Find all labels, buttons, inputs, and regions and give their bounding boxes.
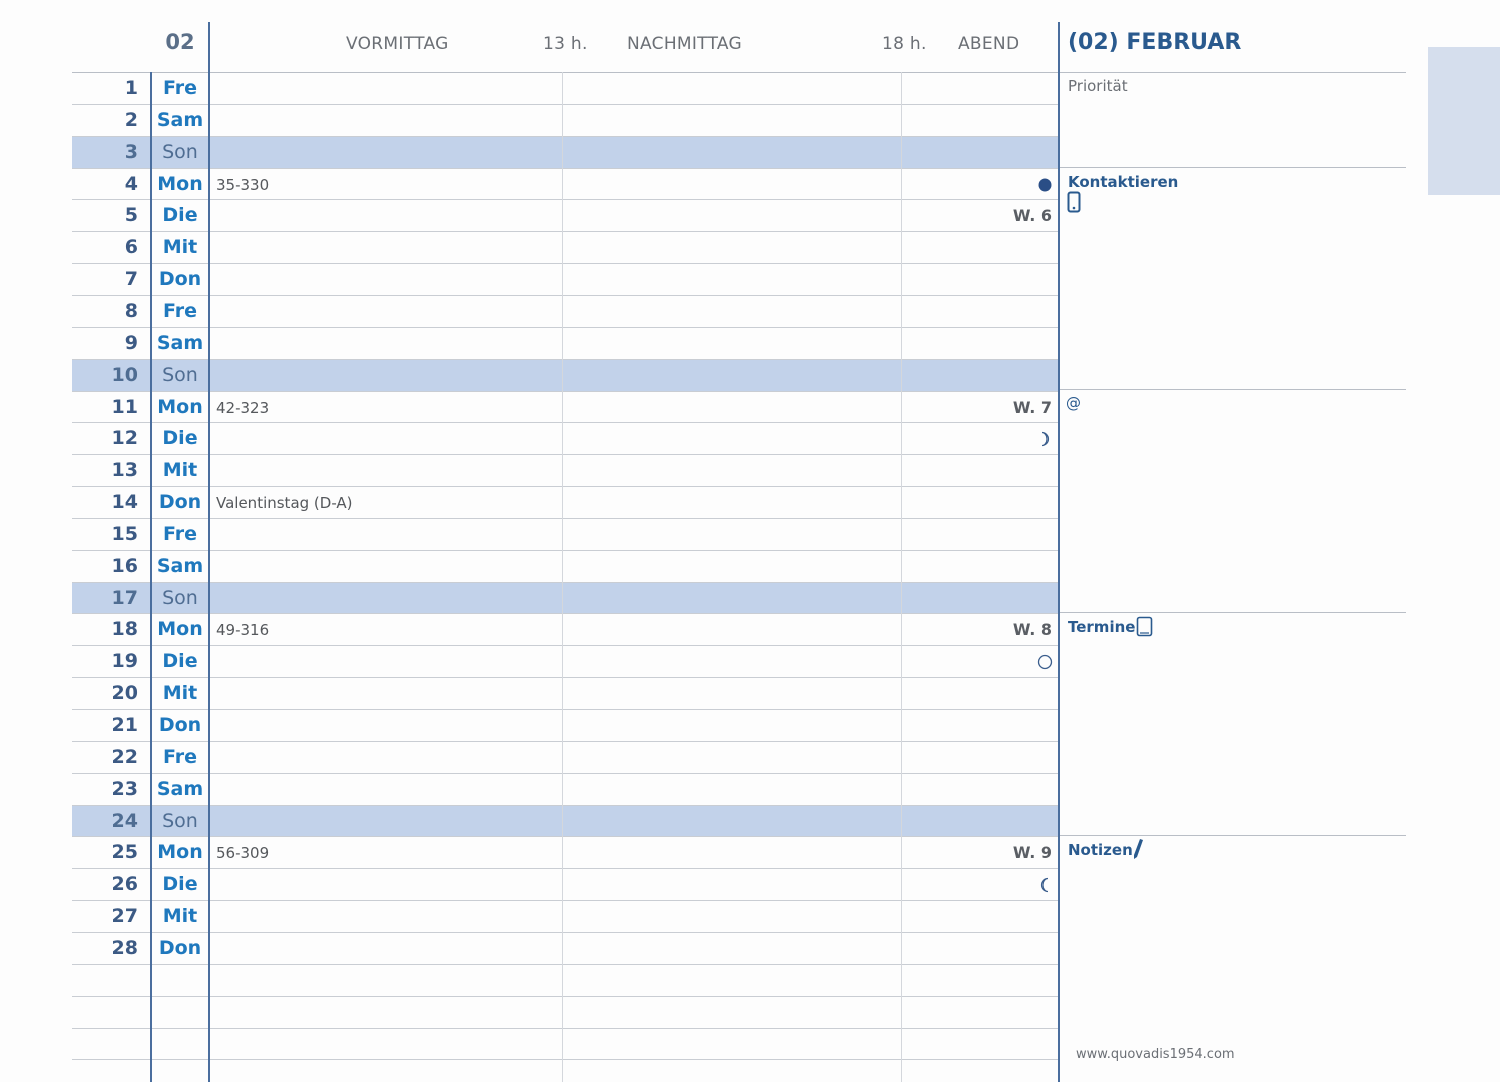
row-divider — [72, 454, 1060, 455]
priority-divider — [1060, 167, 1406, 168]
row-divider — [72, 199, 1060, 200]
notes-label: Notizen — [1068, 841, 1133, 859]
day-name: Fre — [162, 77, 198, 99]
row-divider — [72, 677, 1060, 678]
day-row[interactable] — [72, 933, 1060, 964]
day-number: 20 — [111, 682, 138, 705]
phone-icon — [1067, 191, 1081, 217]
header-afternoon: NACHMITTAG — [627, 34, 743, 54]
day-name: Fre — [162, 522, 198, 545]
priority-label: Priorität — [1068, 77, 1128, 95]
appointments-divider — [1060, 835, 1406, 836]
email-icon: @ — [1066, 394, 1081, 412]
day-row[interactable] — [72, 200, 1060, 231]
day-name: Sam — [156, 331, 204, 354]
day-number: 6 — [124, 236, 138, 259]
day-number: 22 — [111, 745, 138, 768]
day-row[interactable] — [72, 264, 1060, 295]
day-number: 24 — [111, 809, 138, 832]
day-row[interactable] — [72, 455, 1060, 486]
row-divider — [72, 773, 1060, 774]
day-number: 11 — [111, 395, 138, 418]
day-row[interactable] — [72, 774, 1060, 805]
day-number: 16 — [111, 554, 138, 577]
day-number: 8 — [124, 299, 138, 322]
day-note: 35-330 — [216, 175, 270, 194]
day-name: Son — [162, 809, 198, 832]
day-row[interactable] — [72, 73, 1060, 104]
day-name: Mon — [157, 841, 203, 864]
day-row[interactable] — [72, 296, 1060, 327]
day-name: Mit — [162, 682, 198, 705]
row-divider — [72, 168, 1060, 169]
day-name: Don — [158, 268, 202, 291]
day-name: Fre — [162, 299, 198, 322]
contacts-divider — [1060, 389, 1406, 390]
evening-divider — [901, 72, 902, 1082]
header-evening: ABEND — [958, 34, 1020, 54]
row-divider — [72, 645, 1060, 646]
day-name: Son — [162, 140, 198, 163]
row-divider — [72, 996, 1060, 997]
day-row[interactable] — [72, 232, 1060, 263]
row-divider — [72, 932, 1060, 933]
day-row[interactable] — [72, 519, 1060, 550]
daynum-divider — [150, 72, 152, 1082]
row-divider — [72, 295, 1060, 296]
row-divider — [72, 359, 1060, 360]
row-divider — [72, 1059, 1060, 1060]
day-name: Mon — [157, 172, 203, 195]
day-number: 10 — [111, 363, 138, 386]
day-name: Don — [158, 714, 202, 736]
contacts-label: Kontaktieren — [1068, 173, 1179, 191]
month-tab — [1428, 47, 1500, 195]
day-note: Valentinstag (D-A) — [216, 494, 353, 513]
day-number: 27 — [111, 905, 138, 928]
day-number: 7 — [124, 268, 138, 291]
day-name: Die — [162, 650, 198, 673]
day-row[interactable] — [72, 646, 1060, 677]
row-divider — [72, 136, 1060, 137]
day-number: 21 — [111, 714, 138, 736]
week-number: W. 9 — [1012, 843, 1052, 863]
day-name: Die — [162, 873, 198, 896]
new-moon-icon — [1036, 653, 1054, 675]
day-name: Don — [158, 491, 202, 514]
day-row[interactable] — [72, 806, 1060, 837]
appointments-label: Termine — [1068, 618, 1136, 636]
row-divider — [72, 868, 1060, 869]
week-number: W. 6 — [1012, 206, 1052, 226]
row-divider — [72, 327, 1060, 328]
day-number: 3 — [124, 140, 138, 163]
day-row[interactable] — [72, 360, 1060, 391]
row-divider — [72, 263, 1060, 264]
row-divider — [72, 391, 1060, 392]
day-name: Mit — [162, 905, 198, 928]
full-moon-icon — [1036, 176, 1054, 198]
day-name: Sam — [156, 554, 204, 577]
day-number: 26 — [111, 873, 138, 896]
pen-icon — [1131, 838, 1145, 864]
day-row[interactable] — [72, 137, 1060, 168]
day-row[interactable] — [72, 710, 1060, 741]
day-name: Sam — [156, 777, 204, 800]
row-divider — [72, 709, 1060, 710]
day-name: Die — [162, 427, 198, 450]
day-number: 2 — [124, 108, 138, 131]
waning-moon-icon — [1036, 430, 1054, 452]
dayname-divider — [208, 22, 210, 1082]
day-note: 49-316 — [216, 621, 270, 640]
row-divider — [72, 486, 1060, 487]
day-number: 15 — [111, 522, 138, 545]
header-evening-time: 18 h. — [882, 34, 927, 54]
week-number: W. 7 — [1012, 397, 1052, 417]
row-divider — [72, 741, 1060, 742]
day-number: 14 — [111, 491, 138, 514]
row-divider — [72, 836, 1060, 837]
row-divider — [72, 231, 1060, 232]
day-name: Mit — [162, 236, 198, 259]
row-divider — [72, 582, 1060, 583]
row-divider — [72, 104, 1060, 105]
day-row[interactable] — [72, 328, 1060, 359]
sidebar-divider — [1058, 22, 1060, 1082]
row-divider — [72, 518, 1060, 519]
day-name: Son — [162, 586, 198, 609]
header-noon-time: 13 h. — [543, 34, 588, 54]
day-number: 23 — [111, 777, 138, 800]
day-number: 13 — [111, 459, 138, 482]
day-number: 9 — [124, 331, 138, 354]
day-row[interactable] — [72, 742, 1060, 773]
day-number: 18 — [111, 618, 138, 641]
day-name: Mit — [162, 459, 198, 482]
noon-divider — [562, 72, 563, 1082]
row-divider — [72, 613, 1060, 614]
month-number: 02 — [165, 30, 195, 54]
row-divider — [72, 805, 1060, 806]
day-number: 4 — [124, 172, 138, 195]
day-name: Son — [162, 363, 198, 386]
day-row[interactable] — [72, 105, 1060, 136]
day-row[interactable] — [72, 678, 1060, 709]
day-row[interactable] — [72, 901, 1060, 932]
day-row[interactable] — [72, 423, 1060, 454]
day-name: Mon — [157, 618, 203, 641]
day-number: 28 — [111, 936, 138, 959]
day-row[interactable] — [72, 551, 1060, 582]
day-name: Fre — [162, 745, 198, 768]
day-name: Mon — [157, 395, 203, 418]
day-note: 56-309 — [216, 844, 270, 863]
tablet-icon — [1136, 616, 1154, 641]
day-number: 5 — [124, 204, 138, 227]
row-divider — [72, 550, 1060, 551]
row-divider — [72, 1028, 1060, 1029]
day-number: 19 — [111, 650, 138, 673]
day-number: 1 — [124, 77, 138, 99]
email-divider — [1060, 612, 1406, 613]
sidebar-top-line — [1060, 72, 1406, 73]
day-row[interactable] — [72, 583, 1060, 614]
month-title: (02) FEBRUAR — [1068, 30, 1242, 55]
day-name: Die — [162, 204, 198, 227]
header-morning: VORMITTAG — [346, 34, 449, 54]
row-divider — [72, 422, 1060, 423]
week-number: W. 8 — [1012, 620, 1052, 640]
website-url: www.quovadis1954.com — [1076, 1047, 1235, 1062]
day-name: Don — [158, 936, 202, 959]
day-number: 12 — [111, 427, 138, 450]
day-name: Sam — [156, 108, 204, 131]
row-divider — [72, 900, 1060, 901]
day-note: 42-323 — [216, 398, 270, 417]
day-number: 17 — [111, 586, 138, 609]
day-number: 25 — [111, 841, 138, 864]
waxing-moon-icon — [1036, 876, 1054, 898]
row-divider — [72, 72, 1060, 73]
day-row[interactable] — [72, 869, 1060, 900]
row-divider — [72, 964, 1060, 965]
